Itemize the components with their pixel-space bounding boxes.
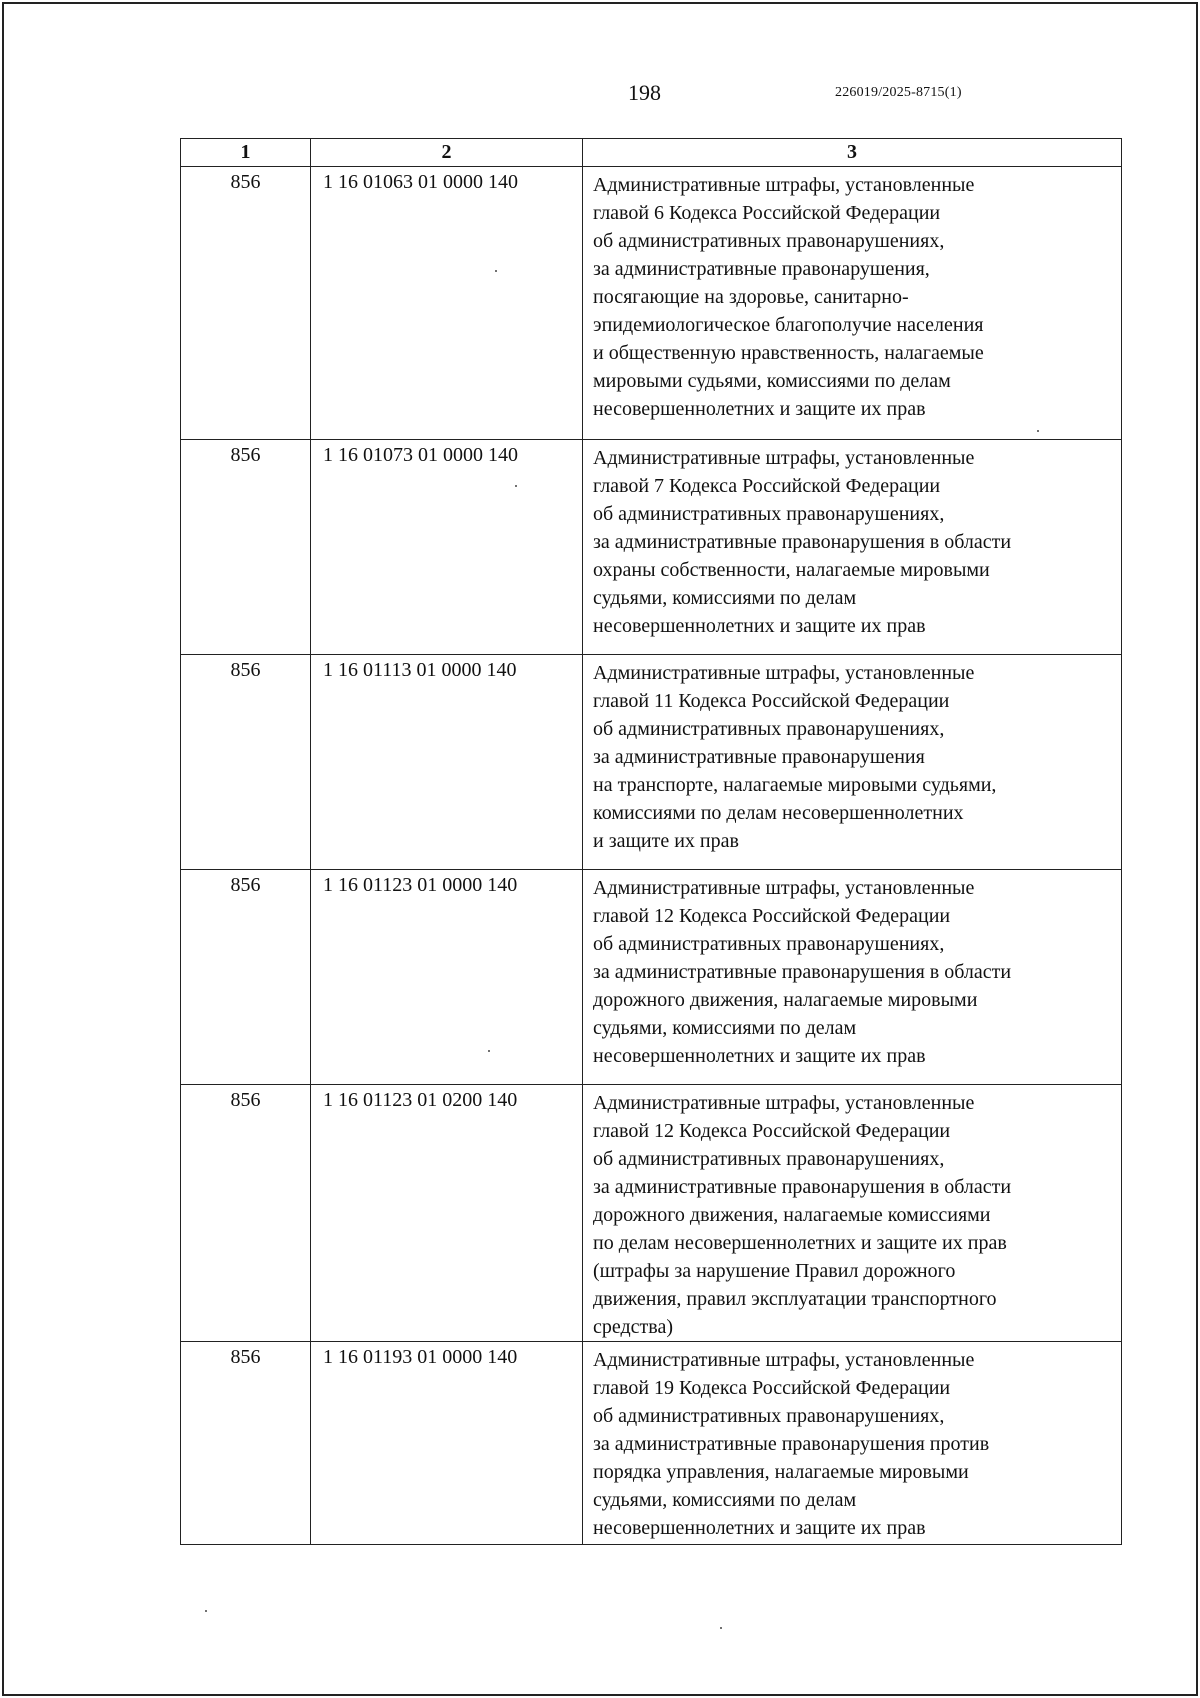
table-header: [181, 139, 1122, 167]
scan-speck: [720, 1627, 722, 1629]
admin-code-cell: 856: [181, 440, 311, 655]
table-row: [181, 440, 1122, 655]
description-cell: Административные штрафы, установленные главой 11 Кодекса Российской Федерации об административных правонарушениях, за административные правонарушения на транспорте, налагаемые мировыми судьями, комиссиями по делам несовершеннолетних и защите их прав: [583, 655, 1122, 870]
budget-code-cell: 1 16 01193 01 0000 140: [311, 1342, 583, 1545]
column-header-1: 1: [181, 139, 311, 167]
scan-speck: [515, 485, 517, 487]
table-row: [181, 1342, 1122, 1545]
page-number: 198: [628, 80, 661, 105]
description-cell: Административные штрафы, установленные главой 12 Кодекса Российской Федерации об административных правонарушениях, за административные правонарушения в области дорожного движения, налагаемые мировыми судьями, комиссиями по делам несовершеннолетних и защите их прав: [583, 870, 1122, 1085]
scan-speck: [488, 1050, 490, 1052]
table-row: [181, 655, 1122, 870]
admin-code-cell: 856: [181, 167, 311, 440]
admin-code-cell: 856: [181, 655, 311, 870]
scan-speck: [1037, 430, 1039, 432]
admin-code-cell: 856: [181, 1342, 311, 1545]
document-id: 226019/2025-8715(1): [835, 85, 962, 100]
description-cell: Административные штрафы, установленные главой 6 Кодекса Российской Федерации об административных правонарушениях, за административные правонарушения, посягающие на здоровье, санитарно- эпидемиологическое благополучие населения и общественную нравственность, налагаемые мировыми судьями, комиссиями по делам несовершеннолетних и защите их прав: [583, 167, 1122, 440]
description-cell: Административные штрафы, установленные главой 7 Кодекса Российской Федерации об административных правонарушениях, за административные правонарушения в области охраны собственности, налагаемые мировыми судьями, комиссиями по делам несовершеннолетних и защите их прав: [583, 440, 1122, 655]
description-cell: Административные штрафы, установленные главой 12 Кодекса Российской Федерации об административных правонарушениях, за административные правонарушения в области дорожного движения, налагаемые комиссиями по делам несовершеннолетних и защите их прав (штрафы за нарушение Правил дорожного движения, правил эксплуатации транспортного средства): [583, 1085, 1122, 1342]
budget-code-cell: 1 16 01063 01 0000 140: [311, 167, 583, 440]
admin-code-cell: 856: [181, 1085, 311, 1342]
budget-code-cell: 1 16 01113 01 0000 140: [311, 655, 583, 870]
budget-code-cell: 1 16 01123 01 0200 140: [311, 1085, 583, 1342]
column-header-2: 2: [311, 139, 583, 167]
header-row: [181, 139, 1122, 167]
scan-speck: [205, 1610, 207, 1612]
scan-speck: [495, 270, 497, 272]
table-body: [181, 167, 1122, 1545]
budget-codes-table: [180, 138, 1122, 1545]
budget-code-cell: 1 16 01123 01 0000 140: [311, 870, 583, 1085]
table-row: [181, 1085, 1122, 1342]
admin-code-cell: 856: [181, 870, 311, 1085]
column-header-3: 3: [583, 139, 1122, 167]
table-row: [181, 870, 1122, 1085]
table-row: [181, 167, 1122, 440]
description-cell: Административные штрафы, установленные главой 19 Кодекса Российской Федерации об административных правонарушениях, за административные правонарушения против порядка управления, налагаемые мировыми судьями, комиссиями по делам несовершеннолетних и защите их прав: [583, 1342, 1122, 1545]
budget-code-cell: 1 16 01073 01 0000 140: [311, 440, 583, 655]
